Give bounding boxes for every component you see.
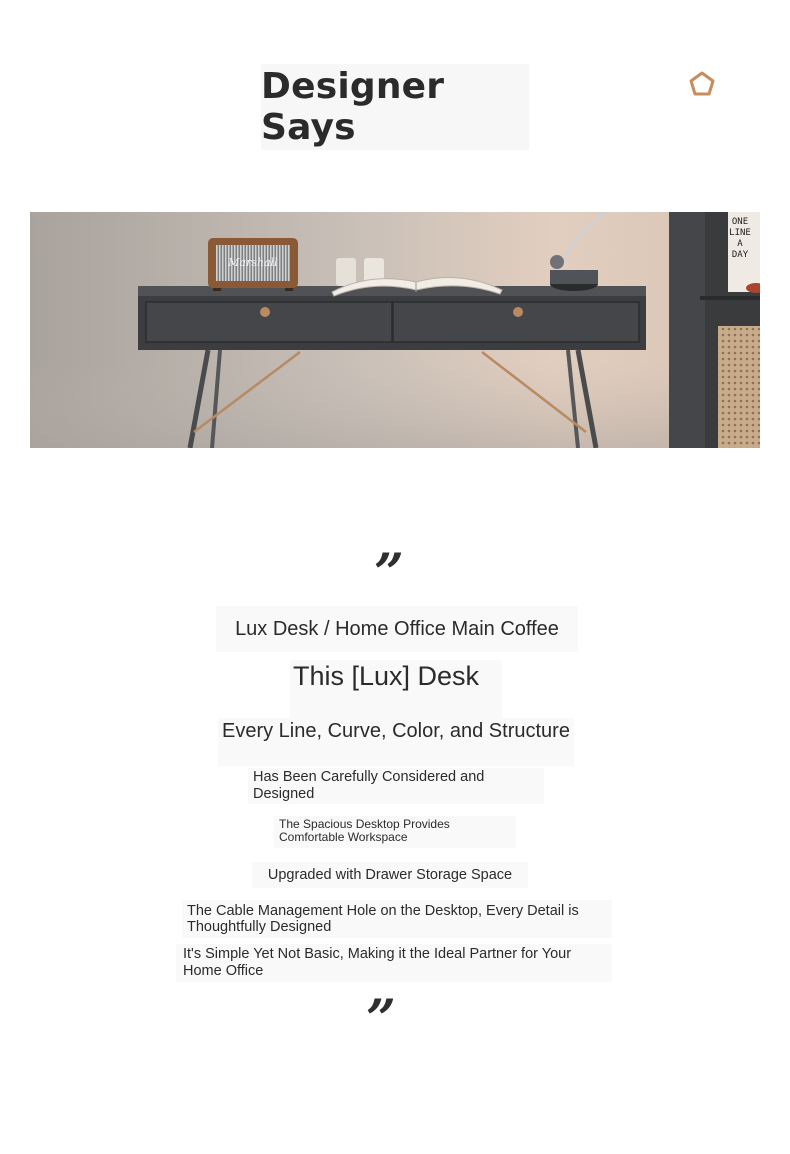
page-title: Designer Says	[261, 66, 445, 148]
poster-line-4: DAY	[731, 250, 749, 260]
poster-line-3: A	[737, 239, 743, 249]
open-quote-mark: ”	[374, 543, 404, 604]
quote-line-partner: It's Simple Yet Not Basic, Making it the Ideal Partner for Your Home Office	[176, 944, 612, 982]
speaker-brand: Marshall	[228, 256, 278, 269]
quote-line-storage: Upgraded with Drawer Storage Space	[252, 862, 528, 888]
title-box	[261, 64, 529, 150]
close-quote-mark: ”	[366, 989, 396, 1050]
poster-line-1: ONE	[731, 217, 749, 227]
quote-line-cable: The Cable Management Hole on the Desktop, Every Detail is Thoughtfully Designed	[182, 900, 612, 938]
quote-line-designed: Has Been Carefully Considered and Designed	[248, 768, 544, 804]
pentagon-icon[interactable]	[688, 70, 716, 98]
quote-line-heading: Lux Desk / Home Office Main Coffee	[216, 606, 578, 652]
poster-line-2: LINE	[729, 228, 751, 238]
quote-line-workspace: The Spacious Desktop Provides Comfortable Workspace	[274, 816, 516, 848]
quote-line-product: This [Lux] Desk	[290, 660, 502, 722]
quote-line-structure: Every Line, Curve, Color, and Structure	[218, 718, 574, 766]
hero-image	[30, 212, 760, 448]
